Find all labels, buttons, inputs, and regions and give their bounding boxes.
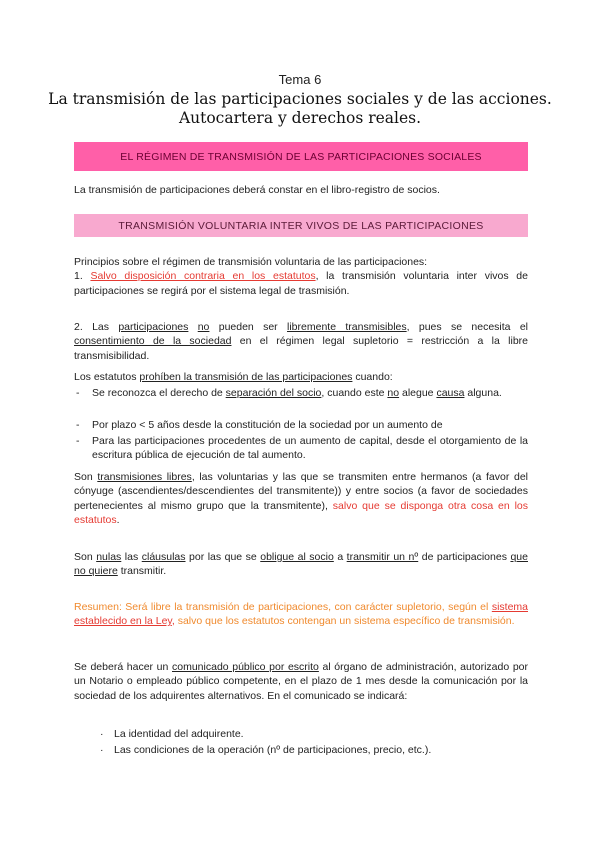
list-item [74, 386, 528, 400]
intro-paragraph: La transmisión de participaciones deberá constar en el libro-registro de socios. [74, 184, 440, 196]
list-item [100, 743, 520, 757]
comunicado-paragraph [74, 660, 528, 703]
list-item [100, 727, 520, 741]
b1-text: alguna. [464, 387, 502, 399]
estatutos-paragraph [74, 370, 528, 384]
b2-text: Por plazo < 5 años desde la constitución de la sociedad por un aumento de [92, 419, 443, 431]
principios-heading: Principios sobre el régimen de transmisión voluntaria de las participaciones: [74, 256, 428, 268]
resumen-text: salvo que los estatutos contengan un sistema específico de transmisión. [177, 615, 515, 628]
dash-marker: - [76, 435, 80, 447]
com-text: Se deberá hacer un [74, 661, 172, 673]
dash-marker: - [76, 387, 80, 399]
est-underlined: prohíben la transmisión de las participaciones [139, 371, 353, 383]
nulas-underlined: que no quiere [74, 551, 528, 578]
nulas-underlined: obligue al socio [260, 551, 334, 563]
p2-underlined: participaciones [118, 321, 189, 333]
p2-text: 2. Las [74, 321, 119, 333]
nulas-underlined: transmitir un nº [346, 551, 419, 563]
section-banner-regimen [74, 142, 528, 171]
nulas-underlined: cláusulas [141, 551, 186, 563]
b1-text: alegue [399, 387, 437, 399]
p2-text [188, 321, 197, 333]
list-item [74, 418, 528, 432]
title-line-2: Autocartera y derechos reales. [178, 109, 422, 127]
dash-marker: - [76, 419, 80, 431]
libres-paragraph [74, 470, 528, 527]
bullet-dot: · [100, 744, 104, 756]
libres-text: , las voluntarias y las que se transmiten entre hermanos (a favor del cónyuge (ascendientes/descendientes del transmitente)) y entre socios (a favor de sociedades pertenecientes al mismo grupo que la transmitente), [74, 471, 528, 512]
title-line-1: La transmisión de las participaciones sociales y de las acciones. [48, 90, 552, 108]
resumen-text: Resumen: Será libre la transmisión de participaciones, con carácter supletorio, según el [74, 601, 492, 613]
section-banner-regimen-label: EL RÉGIMEN DE TRANSMISIÓN DE LAS PARTICIPACIONES SOCIALES [120, 150, 482, 163]
p1-number: 1. [74, 270, 91, 283]
com-underlined: comunicado público por escrito [172, 661, 319, 673]
item-text: La identidad del adquirente. [114, 728, 244, 740]
b1-underlined: separación del socio [225, 387, 322, 399]
nulas-text: a [333, 551, 347, 563]
p2-text: pueden ser [209, 321, 288, 333]
nulas-underlined: nulas [96, 551, 122, 563]
est-text: cuando: [352, 371, 393, 383]
topic-number: Tema 6 [278, 72, 322, 87]
libres-text: Son [74, 471, 98, 483]
principios-paragraph [74, 255, 528, 298]
est-text: Los estatutos [74, 371, 140, 383]
p2-text: en el régimen legal supletorio = restricción a la libre transmisibilidad. [74, 335, 528, 362]
b3-text: Para las participaciones procedentes de un aumento de capital, desde el otorgamiento de la escritura pública de ejecución de tal aumento. [92, 435, 528, 462]
b1-underlined: causa [436, 387, 465, 399]
p2-text: , pues se necesita el [406, 321, 528, 333]
list-item [74, 434, 528, 463]
p1-red-text: Salvo disposición contraria en los estatutos [90, 270, 316, 283]
b1-text: Se reconozca el derecho de [92, 387, 226, 399]
b1-underlined: no [387, 387, 400, 399]
bullet-dot: · [100, 728, 104, 740]
section-banner-voluntaria [74, 214, 528, 237]
item-text: Las condiciones de la operación (nº de participaciones, precio, etc.). [114, 744, 432, 756]
b1-text: , cuando este [321, 387, 388, 399]
libres-text: . [116, 513, 120, 526]
nulas-paragraph [74, 550, 528, 579]
resumen-paragraph [74, 600, 528, 629]
com-text: al órgano de administración, autorizado por un Notario o empleado público competente, en el plazo de 1 mes desde la comunicación por la sociedad de los adquirentes alternativos. En el comunicado se indicará: [74, 661, 529, 702]
nulas-text: transmitir. [117, 565, 167, 578]
nulas-text: Son [74, 551, 97, 563]
resumen-underlined: sistema establecido en la Ley [74, 601, 528, 628]
nulas-text: las [121, 551, 142, 563]
libres-red: salvo que se disponga otra cosa en los estatutos [74, 499, 528, 526]
resumen-text: , [171, 615, 178, 628]
principle-2-paragraph [74, 320, 528, 363]
p2-underlined: no [197, 321, 210, 333]
p2-underlined: consentimiento de la sociedad [74, 335, 232, 348]
section-banner-voluntaria-label: TRANSMISIÓN VOLUNTARIA INTER VIVOS DE LAS PARTICIPACIONES [118, 219, 484, 232]
p2-underlined: libremente transmisibles [287, 321, 407, 333]
page-title [40, 90, 560, 128]
nulas-text: de participaciones [418, 551, 511, 563]
nulas-text: por las que se [185, 551, 261, 563]
libres-underlined: transmisiones libres [97, 471, 192, 483]
p1-rest: , la transmisión voluntaria inter vivos de participaciones se regirá por el sistema legal de trasmisión. [74, 270, 528, 297]
